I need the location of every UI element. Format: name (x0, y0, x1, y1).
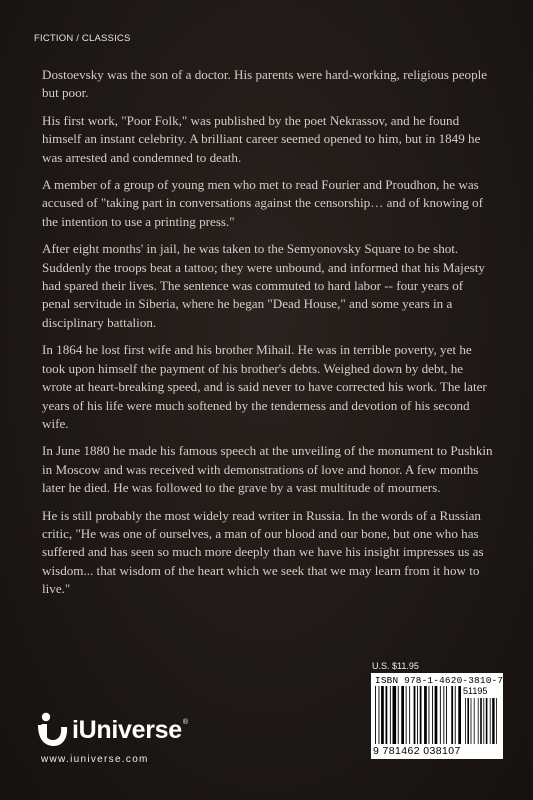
publisher-name: iUniverse (72, 715, 182, 744)
category-label: FICTION / CLASSICS (34, 33, 131, 44)
iuniverse-logo-icon (34, 711, 70, 749)
blurb-paragraph: He is still probably the most widely read writer in Russia. In the words of a Russian critic, "He was one of ourselves, a man of our blood and our bone, but one who has suffered and has seen so much more deeply than we have his insight impresses us as wisdom... that wisdom of the heart which we seek that we may learn from it how to live." (42, 507, 484, 597)
price-addon-code: 51195 (463, 686, 488, 696)
publisher-website: www.iuniverse.com (41, 754, 149, 765)
isbn-barcode (371, 673, 503, 759)
blurb-paragraph: After eight months' in jail, he was taken to the Semyonovsky Square to be shot. Suddenly the troops beat a tattoo; they were unbound, and informed that his Majesty had spared their lives. The sentence was commuted to hard labor -- four years of penal servitude in Siberia, where he began "Dead House," and some years in a disciplinary battalion. (42, 241, 485, 330)
blurb-text (42, 66, 494, 608)
isbn-label: ISBN 978-1-4620-3810-7 (375, 675, 504, 686)
price-label: U.S. $11.95 (372, 661, 419, 671)
blurb-paragraph: His first work, "Poor Folk," was published by the poet Nekrassov, and he found himself an instant celebrity. A brilliant career seemed opened to him, but in 1849 he was arrested and condemned to death. (42, 112, 481, 165)
ean-digits: 9 781462 038107 (373, 745, 461, 757)
blurb-paragraph: Dostoevsky was the son of a doctor. His parents were hard-working, religious people but poor. (42, 67, 488, 101)
publisher-logo (34, 710, 224, 750)
blurb-paragraph: In 1864 he lost first wife and his brother Mihail. He was in terrible poverty, yet he took upon himself the payment of his brother's debts. Weighed down by debt, he wrote at heart-breaking speed, and is said never to have corrected his work. The later years of his life were much softened by the tenderness and devotion of his second wife. (42, 342, 487, 431)
blurb-paragraph: A member of a group of young men who met to read Fourier and Proudhon, he was accused of "taking part in conversations against the censorship… and of knowing of the intention to use a printing press." (42, 177, 483, 229)
registered-mark: ® (182, 719, 189, 726)
blurb-paragraph: In June 1880 he made his famous speech at the unveiling of the monument to Pushkin in Moscow and was received with demonstrations of love and honor. A few months later he died. He was followed to the grave by a vast multitude of mourners. (42, 443, 493, 496)
